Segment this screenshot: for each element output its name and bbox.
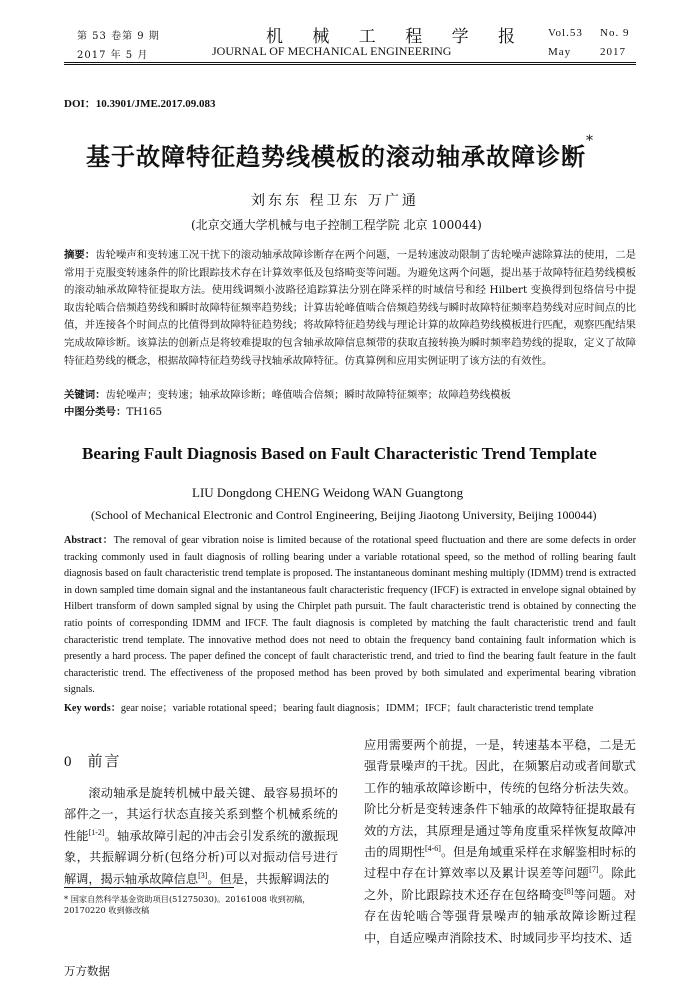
keywords-zh bbox=[64, 387, 511, 405]
abstract-en-text: The removal of gear vibration noise is limited because of the rotational speed fluctuation and there are some defects in order tracking commonly used in fault diagnosis of rolling bearing under a variable rotational speed, so the method of rolling bearing fault diagnosis based on fault characteristic trend template is proposed. The instantaneous dominant meshing multiply (IDMM) trend is extracted in down sampled time domain signal and the instantaneous fault characteristic frequency (IFCF) is extracted in envelope signal obtained by Hilbert transform of down sampled signal by using the Chirplet path pursuit. The fault characteristic trend is obtained by connecting the ratio points of corresponding IDMM and IFCF. The fault diagnosis is completed by matching the fault characteristic trend and fault characteristic trend template. The innovative method does not need to obtain the frequency band containing fault information which is presently a hard process. The paper defined the concept of fault characteristic trend, and tried to find the bearing fault feature in the fault characteristic trend. The effectiveness of the proposed method has been proved by both simulated and experimental bearing vibration signals. bbox=[64, 535, 636, 696]
body-left-text-1: 滚动轴承是旋转机械中最关键、最容易损坏的部件之一，其运行状态直接关系到整个机械系统的性能 bbox=[64, 786, 338, 843]
header-volume-en: Vol.53 bbox=[548, 27, 583, 39]
clc-number bbox=[64, 404, 162, 422]
citation-8[interactable]: [8] bbox=[564, 886, 574, 896]
header-rule-top bbox=[64, 62, 636, 63]
header-month-en: May bbox=[548, 46, 572, 58]
body-left-text-3: 。但是，共振解调法的 bbox=[207, 871, 330, 886]
section-title: 前言 bbox=[87, 752, 122, 770]
citation-1-2[interactable]: [1-2] bbox=[88, 827, 105, 837]
footer-brand: 万方数据 bbox=[64, 964, 110, 978]
journal-title-en: JOURNAL OF MECHANICAL ENGINEERING bbox=[212, 44, 452, 58]
abstract-zh-label: 摘要： bbox=[64, 249, 96, 261]
header-date-zh: 2017 年 5 月 bbox=[77, 50, 149, 61]
body-right-text-1: 应用需要两个前提，一是，转速基本平稳，二是无强背景噪声的干扰。因此，在频繁启动或者间歇式工作的轴承故障诊断中，传统的包络分析法失效。阶比分析是变转速条件下轴承的故障特征提取最有效的方法，其原理是通过等角度重采样恢复故障冲击的周期性 bbox=[364, 738, 636, 860]
citation-4-6[interactable]: [4-6] bbox=[424, 843, 441, 853]
header-rule-bottom bbox=[64, 64, 636, 65]
title-footnote-mark: * bbox=[586, 133, 594, 149]
body-right-text-2: 。但是角域重采样在求解鉴相时标的过程中存在计算效率以及累计误差等问题 bbox=[364, 845, 637, 881]
citation-3[interactable]: [3] bbox=[198, 870, 208, 880]
affiliation-zh: (北京交通大学机械与电子控制工程学院 北京 100044) bbox=[191, 218, 482, 232]
authors-zh: 刘东东 程卫东 万广通 bbox=[251, 193, 419, 209]
footnote: * 国家自然科学基金资助项目(51275030)。20161008 收到初稿，20170220 收到修改稿 bbox=[64, 894, 311, 915]
body-right-text-3: 。除此之外，阶比跟踪技术还存在包络畸变 bbox=[364, 866, 637, 902]
clc-text: TH165 bbox=[126, 406, 163, 418]
journal-title-zh: 机 械 工 程 学 报 bbox=[266, 27, 528, 47]
keywords-en-label: Key words： bbox=[64, 703, 121, 714]
abstract-en bbox=[64, 533, 636, 699]
keywords-en-text: gear noise；variable rotational speed；bearing fault diagnosis；IDMM；IFCF；fault characteristic trend template bbox=[120, 703, 594, 714]
body-column-left bbox=[64, 783, 338, 890]
section-heading bbox=[64, 750, 122, 771]
header-volume-zh: 第 53 卷第 9 期 bbox=[77, 31, 160, 42]
doi[interactable]: DOI：10.3901/JME.2017.09.083 bbox=[64, 98, 216, 110]
keywords-zh-label: 关键词： bbox=[64, 389, 106, 401]
section-number: 0 bbox=[64, 754, 74, 770]
body-right-text-4: 等问题。对存在齿轮啮合等强背景噪声的轴承故障诊断过程中，自适应噪声消除技术、时域同步平均技术、适 bbox=[364, 887, 637, 945]
article-title-zh bbox=[86, 133, 594, 172]
article-title-zh-text: 基于故障特征趋势线模板的滚动轴承故障诊断 bbox=[86, 142, 586, 171]
clc-label: 中图分类号： bbox=[64, 406, 127, 418]
authors-en: LIU Dongdong CHENG Weidong WAN Guangtong bbox=[192, 485, 464, 500]
body-column-right bbox=[364, 735, 636, 949]
citation-7[interactable]: [7] bbox=[589, 865, 599, 875]
affiliation-en: (School of Mechanical Electronic and Control Engineering, Beijing Jiaotong University, Beijing 100044) bbox=[91, 508, 597, 522]
keywords-en bbox=[64, 701, 593, 718]
article-title-en: Bearing Fault Diagnosis Based on Fault Characteristic Trend Template bbox=[82, 444, 597, 463]
header-year-en: 2017 bbox=[600, 46, 626, 58]
body-left-text-2: 。轴承故障引起的冲击会引发系统的激振现象，共振解调分析(包络分析)可以对振动信号进行解调，揭示轴承故障信息 bbox=[64, 828, 339, 886]
abstract-zh bbox=[64, 247, 636, 370]
abstract-zh-text: 齿轮噪声和变转速工况干扰下的滚动轴承故障诊断存在两个问题，一是转速波动限制了齿轮噪声滤除算法的使用，二是常用于克服变转速条件的阶比跟踪技术存在计算效率低及包络畸变等问题。为避免这两个问题，提出基于故障特征趋势线模板的滚动轴承故障特征提取方法。使用线调频小波路径追踪算法分别在降采样的时域信号和经 Hilbert 变换得到包络信号中提取齿轮啮合倍频趋势线和瞬时故障特征频率趋势线；计算齿轮峰值啮合倍频趋势线与瞬时故障特征频率趋势线对应时间点的比值，并连接各个时间点的比值得到故障特征趋势线；将故障特征趋势线与理论计算的故障趋势线模板进行匹配，观察匹配结果完成故障诊断。该算法的创新点是将较难提取的包含轴承故障信息频带的获取直接转换为瞬时频率趋势线的提取，定义了故障特征趋势线的概念，根据故障特征趋势线寻找轴承故障特征。仿真算例和应用实例证明了该方法的有效性。 bbox=[64, 249, 636, 367]
keywords-zh-text: 齿轮噪声；变转速；轴承故障诊断；峰值啮合倍频；瞬时故障特征频率；故障趋势线模板 bbox=[105, 389, 511, 401]
header-issue-en: No. 9 bbox=[600, 27, 630, 39]
abstract-en-label: Abstract： bbox=[64, 535, 114, 546]
footnote-rule bbox=[64, 887, 234, 888]
